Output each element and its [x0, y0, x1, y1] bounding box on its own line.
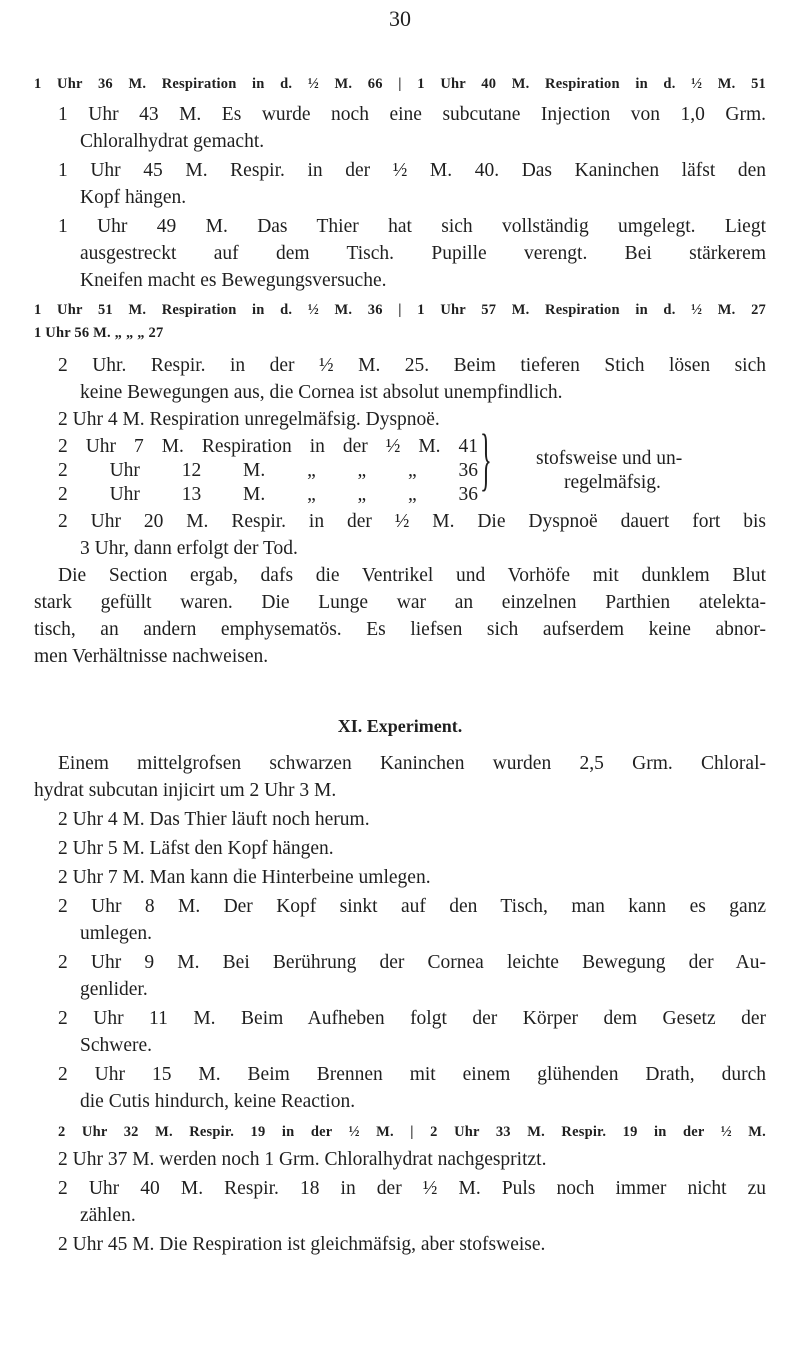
text-line: 2 Uhr 7 M. Respiration in der ½ M. 41 [58, 436, 478, 457]
text-line: 3 Uhr, dann erfolgt der Tod. [80, 538, 298, 559]
section-heading: XI. Experiment. [337, 716, 463, 736]
text-line: 2 Uhr 8 M. Der Kopf sinkt auf den Tisch, man kann es ganz [58, 896, 766, 917]
text-line: 2 Uhr 9 M. Bei Berührung der Cornea leichte Bewegung der Au- [58, 952, 766, 973]
text-line: keine Bewegungen aus, die Cornea ist absolut unempfindlich. [80, 382, 563, 403]
text-line: stark gefüllt waren. Die Lunge war an einzelnen Parthien atelekta- [34, 592, 766, 613]
text-line: Schwere. [80, 1035, 153, 1056]
text-line: Chloralhydrat gemacht. [80, 131, 265, 152]
text-line: 1 Uhr 36 M. Respiration in d. ½ M. 66 | 1 Uhr 40 M. Respiration in d. ½ M. 51 [34, 76, 766, 92]
text-line: 1 Uhr 43 M. Es wurde noch eine subcutane Injection von 1,0 Grm. [58, 104, 766, 125]
text-line: tisch, an andern emphysematös. Es liefsen sich aufserdem keine abnor- [34, 619, 766, 640]
text-line: 2 Uhr 12 M. „ „ „ 36 [58, 460, 478, 481]
text-line: hydrat subcutan injicirt um 2 Uhr 3 M. [34, 780, 337, 801]
text-line: 2 Uhr. Respir. in der ½ M. 25. Beim tieferen Stich lösen sich [58, 355, 766, 376]
text-line: 2 Uhr 45 M. Die Respiration ist gleichmäfsig, aber stofsweise. [58, 1234, 546, 1255]
text-line: Einem mittelgrofsen schwarzen Kaninchen wurden 2,5 Grm. Chloral- [58, 753, 766, 774]
text-line: 1 Uhr 49 M. Das Thier hat sich vollständig umgelegt. Liegt [58, 216, 766, 237]
text-line: Kopf hängen. [80, 187, 187, 208]
text-line: 2 Uhr 32 M. Respir. 19 in der ½ M. | 2 Uhr 33 M. Respir. 19 in der ½ M. [58, 1124, 766, 1140]
text-line: 2 Uhr 40 M. Respir. 18 in der ½ M. Puls noch immer nicht zu [58, 1178, 766, 1199]
text-line: umlegen. [80, 923, 153, 944]
text-line: Kneifen macht es Bewegungsversuche. [80, 270, 387, 291]
text-line: 2 Uhr 20 M. Respir. in der ½ M. Die Dyspnoë dauert fort bis [58, 511, 766, 532]
text-line: 2 Uhr 4 M. Respiration unregelmäfsig. Dyspnoë. [58, 409, 440, 430]
text-line: 1 Uhr 51 M. Respiration in d. ½ M. 36 | 1 Uhr 57 M. Respiration in d. ½ M. 27 [34, 302, 766, 318]
text-line: 2 Uhr 11 M. Beim Aufheben folgt der Körper dem Gesetz der [58, 1008, 766, 1029]
curly-brace: } [480, 421, 492, 498]
text-line: die Cutis hindurch, keine Reaction. [80, 1091, 356, 1112]
text-line: 2 Uhr 5 M. Läfst den Kopf hängen. [58, 838, 334, 859]
text-line: Die Section ergab, dafs die Ventrikel und Vorhöfe mit dunklem Blut [58, 565, 766, 586]
text-line: ausgestreckt auf dem Tisch. Pupille verengt. Bei stärkerem [80, 243, 766, 264]
text-line: stofsweise und un- [536, 448, 683, 469]
text-line: 2 Uhr 4 M. Das Thier läuft noch herum. [58, 809, 370, 830]
text-line: men Verhältnisse nachweisen. [34, 646, 269, 667]
text-line: zählen. [80, 1205, 136, 1226]
text-line: 2 Uhr 7 M. Man kann die Hinterbeine umlegen. [58, 867, 431, 888]
text-line: 2 Uhr 15 M. Beim Brennen mit einem glühenden Drath, durch [58, 1064, 766, 1085]
text-line: 1 Uhr 45 M. Respir. in der ½ M. 40. Das Kaninchen läfst den [58, 160, 766, 181]
page-number: 30 [389, 6, 411, 31]
text-line: 2 Uhr 37 M. werden noch 1 Grm. Chloralhydrat nachgespritzt. [58, 1149, 547, 1170]
text-line: regelmäfsig. [564, 472, 661, 493]
text-line: genlider. [80, 979, 148, 1000]
text-line: 1 Uhr 56 M. „ „ „ 27 [34, 325, 164, 341]
text-line: 2 Uhr 13 M. „ „ „ 36 [58, 484, 478, 505]
